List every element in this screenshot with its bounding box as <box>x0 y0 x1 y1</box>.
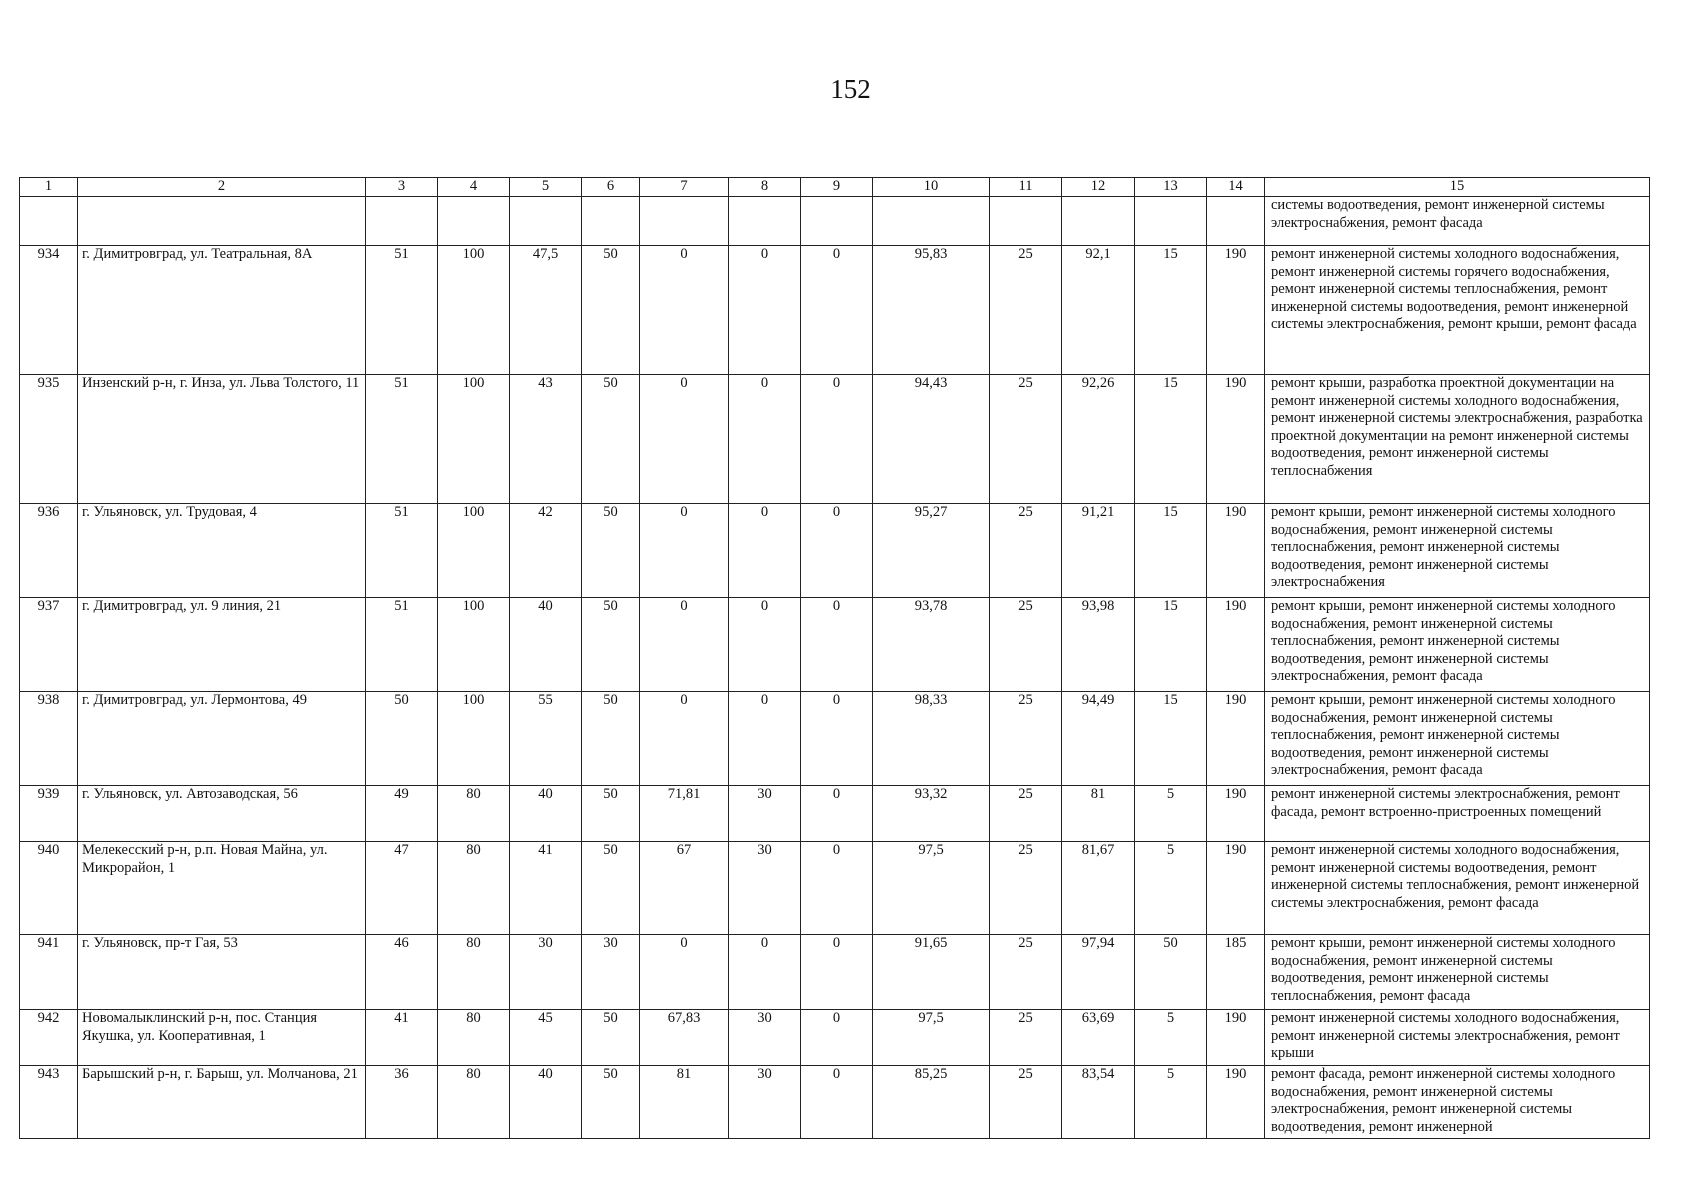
value-cell: 185 <box>1207 935 1265 1010</box>
value-cell: 15 <box>1135 246 1207 375</box>
table-cell <box>366 197 438 246</box>
row-number-cell: 935 <box>20 375 78 504</box>
value-cell: 0 <box>801 375 873 504</box>
works-cell: ремонт крыши, ремонт инженерной системы холодного водоснабжения, ремонт инженерной системы водоотведения, ремонт инженерной системы теплоснабжения, ремонт фасада <box>1265 935 1650 1010</box>
value-cell: 5 <box>1135 842 1207 935</box>
value-cell: 47 <box>366 842 438 935</box>
table-row <box>20 935 1650 1010</box>
value-cell: 67 <box>640 842 729 935</box>
table-cell <box>1207 197 1265 246</box>
table-cell <box>640 197 729 246</box>
value-cell: 0 <box>640 504 729 598</box>
address-cell: Барышский р-н, г. Барыш, ул. Молчанова, 21 <box>78 1066 366 1139</box>
value-cell: 0 <box>801 692 873 786</box>
value-cell: 190 <box>1207 692 1265 786</box>
value-cell: 100 <box>438 375 510 504</box>
column-header: 12 <box>1062 178 1135 197</box>
column-header: 2 <box>78 178 366 197</box>
value-cell: 0 <box>801 935 873 1010</box>
table-cell <box>78 197 366 246</box>
value-cell: 25 <box>990 786 1062 842</box>
value-cell: 95,27 <box>873 504 990 598</box>
table-cell <box>801 197 873 246</box>
value-cell: 50 <box>366 692 438 786</box>
value-cell: 97,5 <box>873 1010 990 1066</box>
value-cell: 25 <box>990 246 1062 375</box>
value-cell: 30 <box>582 935 640 1010</box>
works-cell: ремонт крыши, ремонт инженерной системы холодного водоснабжения, ремонт инженерной системы теплоснабжения, ремонт инженерной системы водоотведения, ремонт инженерной системы электроснабжения <box>1265 504 1650 598</box>
works-cell: ремонт инженерной системы электроснабжения, ремонт фасада, ремонт встроенно-пристроенных помещений <box>1265 786 1650 842</box>
table-row <box>20 1010 1650 1066</box>
works-cell: ремонт крыши, разработка проектной документации на ремонт инженерной системы холодного водоснабжения, ремонт инженерной системы электроснабжения, разработка проектной документации на ремонт инженерной системы водоотведения, ремонт инженерной системы теплоснабжения <box>1265 375 1650 504</box>
table-cell <box>990 197 1062 246</box>
row-number-cell: 937 <box>20 598 78 692</box>
value-cell: 95,83 <box>873 246 990 375</box>
value-cell: 94,49 <box>1062 692 1135 786</box>
column-header: 6 <box>582 178 640 197</box>
value-cell: 81 <box>640 1066 729 1139</box>
value-cell: 190 <box>1207 598 1265 692</box>
value-cell: 0 <box>729 504 801 598</box>
value-cell: 50 <box>582 1066 640 1139</box>
table-cell <box>1135 197 1207 246</box>
value-cell: 51 <box>366 375 438 504</box>
value-cell: 49 <box>366 786 438 842</box>
header-row <box>20 178 1650 197</box>
value-cell: 30 <box>510 935 582 1010</box>
value-cell: 15 <box>1135 598 1207 692</box>
column-header: 7 <box>640 178 729 197</box>
value-cell: 5 <box>1135 786 1207 842</box>
value-cell: 50 <box>582 504 640 598</box>
value-cell: 190 <box>1207 246 1265 375</box>
value-cell: 55 <box>510 692 582 786</box>
value-cell: 50 <box>582 1010 640 1066</box>
value-cell: 71,81 <box>640 786 729 842</box>
table-cell <box>510 197 582 246</box>
value-cell: 36 <box>366 1066 438 1139</box>
row-number-cell: 943 <box>20 1066 78 1139</box>
value-cell: 25 <box>990 842 1062 935</box>
value-cell: 51 <box>366 246 438 375</box>
row-number-cell: 936 <box>20 504 78 598</box>
value-cell: 30 <box>729 1010 801 1066</box>
column-header: 10 <box>873 178 990 197</box>
value-cell: 190 <box>1207 504 1265 598</box>
value-cell: 25 <box>990 504 1062 598</box>
value-cell: 93,78 <box>873 598 990 692</box>
value-cell: 80 <box>438 935 510 1010</box>
value-cell: 41 <box>510 842 582 935</box>
value-cell: 97,94 <box>1062 935 1135 1010</box>
value-cell: 0 <box>640 598 729 692</box>
works-cell: ремонт крыши, ремонт инженерной системы холодного водоснабжения, ремонт инженерной системы теплоснабжения, ремонт инженерной системы водоотведения, ремонт инженерной системы электроснабжения, ремонт фасада <box>1265 598 1650 692</box>
value-cell: 50 <box>1135 935 1207 1010</box>
value-cell: 0 <box>640 692 729 786</box>
column-header: 8 <box>729 178 801 197</box>
table-cell <box>729 197 801 246</box>
value-cell: 100 <box>438 692 510 786</box>
value-cell: 50 <box>582 842 640 935</box>
value-cell: 83,54 <box>1062 1066 1135 1139</box>
row-number-cell: 940 <box>20 842 78 935</box>
value-cell: 42 <box>510 504 582 598</box>
address-cell: г. Ульяновск, ул. Автозаводская, 56 <box>78 786 366 842</box>
column-header: 4 <box>438 178 510 197</box>
value-cell: 51 <box>366 504 438 598</box>
value-cell: 91,65 <box>873 935 990 1010</box>
value-cell: 25 <box>990 1010 1062 1066</box>
value-cell: 0 <box>640 375 729 504</box>
value-cell: 30 <box>729 1066 801 1139</box>
row-number-cell: 938 <box>20 692 78 786</box>
row-number-cell: 941 <box>20 935 78 1010</box>
value-cell: 0 <box>729 598 801 692</box>
column-header: 3 <box>366 178 438 197</box>
value-cell: 190 <box>1207 375 1265 504</box>
value-cell: 0 <box>801 598 873 692</box>
address-cell: Инзенский р-н, г. Инза, ул. Льва Толстого, 11 <box>78 375 366 504</box>
repair-program-table-container <box>19 177 1649 1139</box>
table-cell <box>1062 197 1135 246</box>
table-row <box>20 692 1650 786</box>
value-cell: 0 <box>640 935 729 1010</box>
address-cell: г. Димитровград, ул. Театральная, 8А <box>78 246 366 375</box>
value-cell: 0 <box>729 935 801 1010</box>
value-cell: 0 <box>729 375 801 504</box>
table-cell <box>873 197 990 246</box>
value-cell: 97,5 <box>873 842 990 935</box>
value-cell: 0 <box>801 842 873 935</box>
column-header: 9 <box>801 178 873 197</box>
value-cell: 50 <box>582 598 640 692</box>
value-cell: 85,25 <box>873 1066 990 1139</box>
table-row <box>20 1066 1650 1139</box>
value-cell: 81,67 <box>1062 842 1135 935</box>
table-row <box>20 786 1650 842</box>
value-cell: 47,5 <box>510 246 582 375</box>
value-cell: 40 <box>510 1066 582 1139</box>
value-cell: 0 <box>801 246 873 375</box>
value-cell: 51 <box>366 598 438 692</box>
address-cell: Новомалыклинский р-н, пос. Станция Якушка, ул. Кооперативная, 1 <box>78 1010 366 1066</box>
table-row <box>20 246 1650 375</box>
value-cell: 98,33 <box>873 692 990 786</box>
value-cell: 190 <box>1207 842 1265 935</box>
column-header: 15 <box>1265 178 1650 197</box>
table-row <box>20 375 1650 504</box>
table-body <box>20 197 1650 1139</box>
value-cell: 45 <box>510 1010 582 1066</box>
value-cell: 67,83 <box>640 1010 729 1066</box>
works-cell: ремонт инженерной системы холодного водоснабжения, ремонт инженерной системы электроснабжения, ремонт крыши <box>1265 1010 1650 1066</box>
table-cell <box>582 197 640 246</box>
address-cell: г. Димитровград, ул. 9 линия, 21 <box>78 598 366 692</box>
table-row-continuation <box>20 197 1650 246</box>
value-cell: 30 <box>729 842 801 935</box>
table-cell <box>438 197 510 246</box>
value-cell: 46 <box>366 935 438 1010</box>
value-cell: 94,43 <box>873 375 990 504</box>
value-cell: 40 <box>510 786 582 842</box>
works-cell: ремонт инженерной системы холодного водоснабжения, ремонт инженерной системы горячего водоснабжения, ремонт инженерной системы теплоснабжения, ремонт инженерной системы водоотведения, ремонт инженерной системы электроснабжения, ремонт крыши, ремонт фасада <box>1265 246 1650 375</box>
value-cell: 25 <box>990 1066 1062 1139</box>
address-cell: г. Ульяновск, ул. Трудовая, 4 <box>78 504 366 598</box>
value-cell: 50 <box>582 375 640 504</box>
value-cell: 43 <box>510 375 582 504</box>
value-cell: 81 <box>1062 786 1135 842</box>
value-cell: 190 <box>1207 1010 1265 1066</box>
value-cell: 0 <box>801 504 873 598</box>
value-cell: 15 <box>1135 375 1207 504</box>
address-cell: г. Ульяновск, пр-т Гая, 53 <box>78 935 366 1010</box>
value-cell: 0 <box>801 786 873 842</box>
works-cell: ремонт инженерной системы холодного водоснабжения, ремонт инженерной системы водоотведения, ремонт инженерной системы теплоснабжения, ремонт инженерной системы электроснабжения, ремонт фасада <box>1265 842 1650 935</box>
value-cell: 63,69 <box>1062 1010 1135 1066</box>
row-number-cell: 934 <box>20 246 78 375</box>
page-number: 152 <box>830 74 871 104</box>
value-cell: 92,26 <box>1062 375 1135 504</box>
repair-program-table <box>19 177 1650 1139</box>
value-cell: 50 <box>582 786 640 842</box>
value-cell: 190 <box>1207 786 1265 842</box>
value-cell: 80 <box>438 1010 510 1066</box>
value-cell: 15 <box>1135 504 1207 598</box>
value-cell: 100 <box>438 246 510 375</box>
value-cell: 40 <box>510 598 582 692</box>
value-cell: 91,21 <box>1062 504 1135 598</box>
value-cell: 50 <box>582 692 640 786</box>
value-cell: 0 <box>801 1010 873 1066</box>
value-cell: 25 <box>990 375 1062 504</box>
column-header: 11 <box>990 178 1062 197</box>
value-cell: 0 <box>729 246 801 375</box>
value-cell: 80 <box>438 842 510 935</box>
value-cell: 50 <box>582 246 640 375</box>
value-cell: 30 <box>729 786 801 842</box>
column-header: 13 <box>1135 178 1207 197</box>
column-header: 5 <box>510 178 582 197</box>
table-row <box>20 504 1650 598</box>
value-cell: 0 <box>801 1066 873 1139</box>
value-cell: 80 <box>438 786 510 842</box>
column-header: 1 <box>20 178 78 197</box>
column-header: 14 <box>1207 178 1265 197</box>
value-cell: 0 <box>729 692 801 786</box>
value-cell: 100 <box>438 504 510 598</box>
value-cell: 80 <box>438 1066 510 1139</box>
table-row <box>20 842 1650 935</box>
works-cell: ремонт фасада, ремонт инженерной системы холодного водоснабжения, ремонт инженерной системы электроснабжения, ремонт инженерной системы водоотведения, ремонт инженерной <box>1265 1066 1650 1139</box>
value-cell: 5 <box>1135 1066 1207 1139</box>
value-cell: 0 <box>640 246 729 375</box>
value-cell: 92,1 <box>1062 246 1135 375</box>
value-cell: 100 <box>438 598 510 692</box>
works-cell: системы водоотведения, ремонт инженерной системы электроснабжения, ремонт фасада <box>1265 197 1650 246</box>
value-cell: 15 <box>1135 692 1207 786</box>
value-cell: 25 <box>990 692 1062 786</box>
table-cell <box>20 197 78 246</box>
value-cell: 93,98 <box>1062 598 1135 692</box>
address-cell: г. Димитровград, ул. Лермонтова, 49 <box>78 692 366 786</box>
value-cell: 5 <box>1135 1010 1207 1066</box>
value-cell: 190 <box>1207 1066 1265 1139</box>
value-cell: 25 <box>990 598 1062 692</box>
works-cell: ремонт крыши, ремонт инженерной системы холодного водоснабжения, ремонт инженерной системы теплоснабжения, ремонт инженерной системы водоотведения, ремонт инженерной системы электроснабжения, ремонт фасада <box>1265 692 1650 786</box>
value-cell: 41 <box>366 1010 438 1066</box>
row-number-cell: 939 <box>20 786 78 842</box>
address-cell: Мелекесский р-н, р.п. Новая Майна, ул. Микрорайон, 1 <box>78 842 366 935</box>
value-cell: 93,32 <box>873 786 990 842</box>
value-cell: 25 <box>990 935 1062 1010</box>
table-row <box>20 598 1650 692</box>
row-number-cell: 942 <box>20 1010 78 1066</box>
